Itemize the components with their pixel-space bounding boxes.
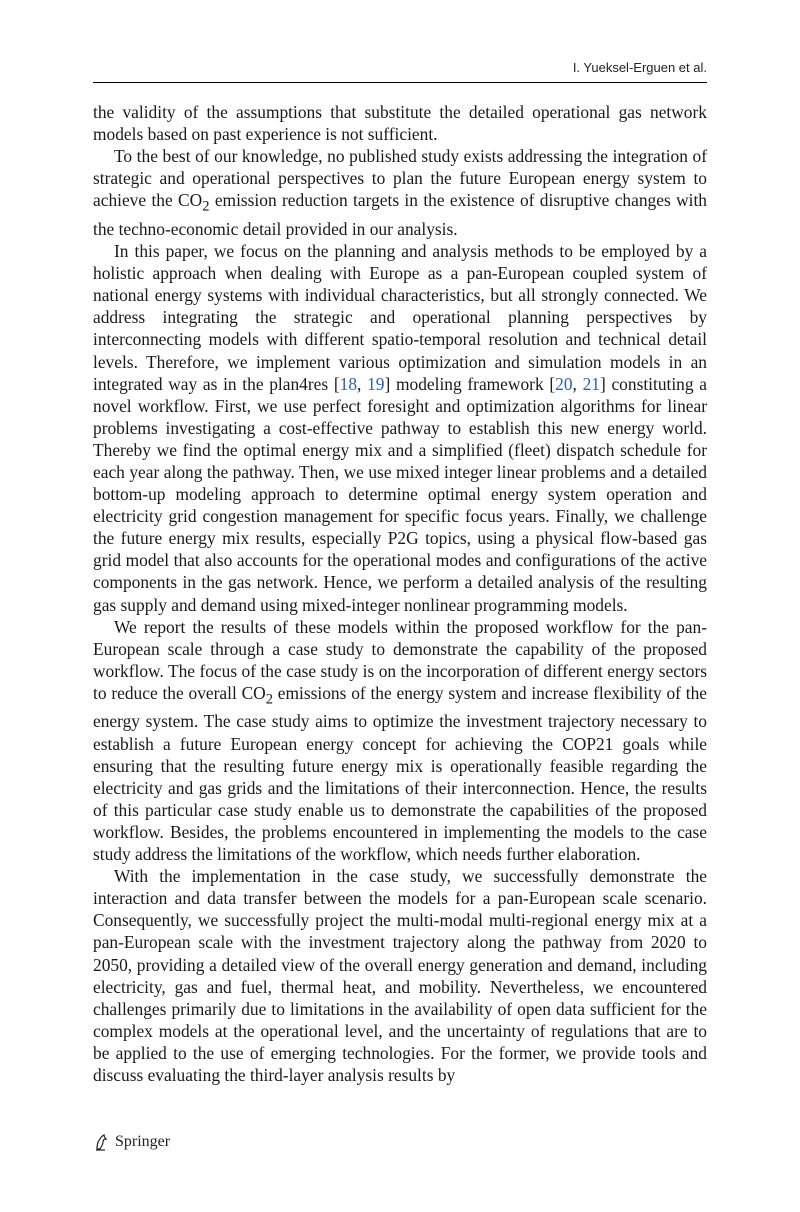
header-rule <box>93 82 707 83</box>
running-head: I. Yueksel-Erguen et al. <box>572 60 707 75</box>
publisher-footer <box>93 1133 170 1151</box>
citation-link[interactable]: 20 <box>555 373 573 394</box>
text-run: ] constituting a novel workflow. First, we use perfect foresight and optimization algorithms for linear problems investigating a cost-effective pathway to establish this new energy world. Thereby we find the optimal energy mix and a simplified (fleet) dispatch schedule for each year along the pathway. Then, we use mixed integer linear problems and a detailed bottom-up modeling approach to determine optimal energy system operation and electricity grid congestion management for specific focus years. Finally, we challenge the future energy mix results, especially P2G topics, using a physical flow-based gas grid model that also accounts for the operational modes and configurations of the active components in the gas network. Hence, we perform a detailed analysis of the resulting gas supply and demand using mixed-integer nonlinear programming models. <box>93 373 707 615</box>
paragraph <box>93 240 707 616</box>
text-run: In this paper, we focus on the planning and analysis methods to be employed by a holistic approach when dealing with Europe as a pan-European coupled system of national energy systems with individual characteristics, but all strongly connected. We address integrating the strategic and operational planning perspectives by interconnecting models with different spatio-temporal resolution and technical detail levels. Therefore, we implement various optimization and simulation models in an integrated way as in the plan4res [ <box>93 241 707 394</box>
text-run: emission reduction targets in the existence of disruptive changes with the techno-economic detail provided in our analysis. <box>93 190 707 239</box>
subscript: 2 <box>202 198 210 215</box>
paragraph <box>93 145 707 240</box>
paragraph <box>93 616 707 866</box>
springer-horse-icon <box>93 1133 109 1151</box>
citation-link[interactable]: 18 <box>339 373 358 394</box>
subscript: 2 <box>265 691 273 708</box>
text-run: To the best of our knowledge, no published study exists addressing the integration of strategic and operational perspectives to plan the future European energy system to achieve the CO <box>93 146 707 211</box>
paragraph <box>93 101 707 145</box>
text-run: We report the results of these models within the proposed workflow for the pan-European scale through a case study to demonstrate the capability of the proposed workflow. The focus of the case study is on the incorporation of different energy sectors to reduce the overall CO <box>93 616 707 703</box>
text-run: emissions of the energy system and increase flexibility of the energy system. The case study aims to optimize the investment trajectory necessary to establish a future European energy concept for achieving the COP21 goals while ensuring that the resulting future energy mix is operationally feasible regarding the electricity and gas grids and the limitations of their interconnection. Hence, the results of this particular case study enable us to demonstrate the capabilities of the proposed workflow. Besides, the problems encountered in implementing the models to the case study address the limitations of the workflow, which needs further elaboration. <box>93 682 707 865</box>
publisher-name: Springer <box>115 1133 171 1150</box>
text-run: the validity of the assumptions that substitute the detailed operational gas network models based on past experience is not sufficient. <box>93 102 707 145</box>
citation-link[interactable]: 21 <box>582 373 600 394</box>
text-run: , <box>572 373 583 394</box>
text-run: ] modeling framework [ <box>384 373 556 394</box>
citation-link[interactable]: 19 <box>367 373 385 394</box>
text-run: , <box>357 373 368 394</box>
body-text <box>93 101 707 1086</box>
paragraph <box>93 865 707 1086</box>
text-run: With the implementation in the case study, we successfully demonstrate the interaction and data transfer between the models for a pan-European scale scenario. Consequently, we successfully project the multi-modal multi-regional energy mix at a pan-European scale with the investment trajectory along the pathway from 2020 to 2050, providing a detailed view of the overall energy generation and demand, including electricity, gas and fuel, thermal heat, and mobility. Nevertheless, we encountered challenges primarily due to limitations in the availability of open data sufficient for the complex models at the operational level, and the uncertainty of regulations that are to be applied to the use of emerging technologies. For the former, we provide tools and discuss evaluating the third-layer analysis results by <box>93 866 707 1085</box>
